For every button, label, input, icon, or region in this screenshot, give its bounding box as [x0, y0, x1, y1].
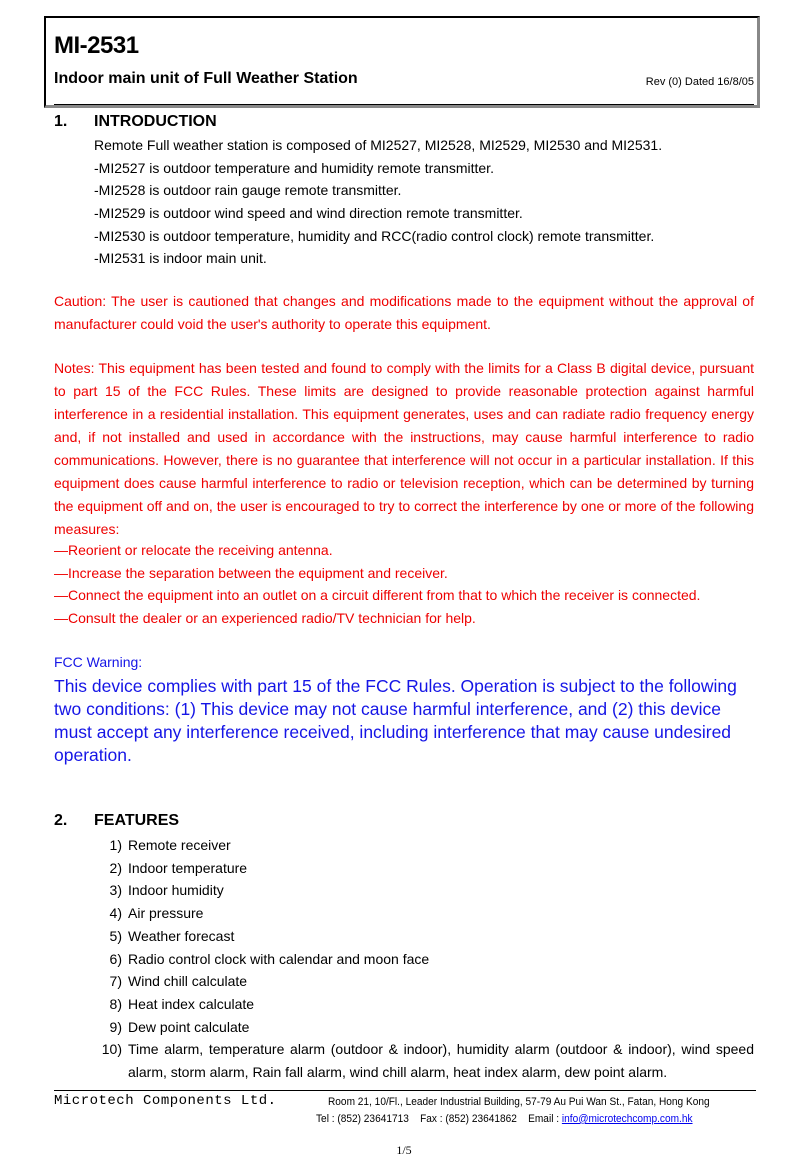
item-text: Wind chill calculate	[128, 973, 248, 990]
tel-number: Tel : (852) 23641713	[316, 1113, 409, 1125]
page-number: 1/5	[396, 1143, 412, 1157]
item-number: 10)	[101, 1041, 122, 1058]
section-title: INTRODUCTION	[94, 113, 217, 130]
section-introduction-heading	[54, 113, 217, 131]
measure-item: —Reorient or relocate the receiving antenna.	[54, 542, 333, 558]
intro-line: -MI2527 is outdoor temperature and humidity remote transmitter.	[94, 160, 494, 176]
header-frame	[44, 16, 760, 108]
item-text: Indoor temperature	[128, 859, 248, 876]
intro-line: -MI2531 is indoor main unit.	[94, 250, 267, 266]
intro-line: -MI2528 is outdoor rain gauge remote transmitter.	[94, 182, 402, 198]
item-text: Air pressure	[128, 905, 204, 922]
item-text: Indoor humidity	[128, 882, 224, 899]
email-link[interactable]: info@microtechcomp.com.hk	[561, 1113, 693, 1125]
list-item	[94, 1016, 754, 1039]
item-text: Time alarm, temperature alarm (outdoor & indoor), humidity alarm (outdoor & indoor), wind speed alarm, storm alarm, Rain fall alarm, wind chill alarm, heat index alarm, dew point alarm.	[128, 1041, 754, 1081]
section-title: FEATURES	[94, 812, 180, 829]
features-list	[94, 834, 754, 1084]
intro-line: Remote Full weather station is composed of MI2527, MI2528, MI2529, MI2530 and MI2531.	[94, 137, 663, 153]
list-item	[94, 902, 754, 925]
fcc-notes-paragraph: Notes: This equipment has been tested and found to comply with the limits for a Class B digital device, pursuant to part 15 of the FCC Rules. These limits are designed to provide reasonable protection against harmful interference in a residential installation. This equipment generates, uses and can radiate radio frequency energy and, if not installed and used in accordance with the instructions, may cause harmful interference to radio communications. However, there is no guarantee that interference will not occur in a particular installation. If this equipment does cause harmful interference to radio or television reception, which can be determined by turning the equipment off and on, the user is encouraged to try to correct the interference by one or more of the following measures:	[54, 360, 754, 537]
item-text: Remote receiver	[128, 837, 231, 853]
contact-line	[316, 1113, 693, 1125]
document-subtitle: Indoor main unit of Full Weather Station	[54, 70, 358, 87]
list-item	[94, 970, 754, 993]
company-address: Room 21, 10/Fl., Leader Industrial Building, 57-79 Au Pui Wan St., Fatan, Hong Kong	[328, 1096, 710, 1108]
item-text: Weather forecast	[128, 927, 235, 944]
item-number: 1)	[109, 837, 122, 853]
document-title: MI-2531	[54, 32, 139, 59]
measure-item: —Consult the dealer or an experienced radio/TV technician for help.	[54, 610, 476, 626]
email-label: Email :	[528, 1113, 560, 1125]
company-name: Microtech Components Ltd.	[54, 1093, 277, 1109]
caution-paragraph: Caution: The user is cautioned that changes and modifications made to the equipment without the approval of manufacturer could void the user's authority to operate this equipment.	[54, 293, 754, 332]
fax-number: Fax : (852) 23641862	[420, 1113, 517, 1125]
item-text: Radio control clock with calendar and moon face	[128, 950, 430, 967]
item-number: 9)	[109, 1018, 122, 1035]
list-item	[94, 879, 754, 902]
list-item	[94, 1038, 754, 1083]
item-number: 5)	[109, 927, 122, 944]
list-item	[94, 857, 754, 880]
list-item	[94, 993, 754, 1016]
revision-date: Rev (0) Dated 16/8/05	[645, 76, 754, 88]
intro-line: -MI2529 is outdoor wind speed and wind direction remote transmitter.	[94, 205, 523, 221]
list-item	[94, 834, 754, 857]
intro-line: -MI2530 is outdoor temperature, humidity and RCC(radio control clock) remote transmitter.	[94, 228, 655, 244]
measure-item: —Connect the equipment into an outlet on a circuit different from that to which the receiver is connected.	[54, 587, 701, 603]
section-number: 1.	[54, 113, 68, 130]
item-text: Heat index calculate	[128, 995, 255, 1012]
item-number: 7)	[109, 973, 122, 990]
item-number: 3)	[109, 882, 122, 899]
measure-item: —Increase the separation between the equipment and receiver.	[54, 565, 448, 581]
list-item	[94, 925, 754, 948]
section-number: 2.	[54, 812, 68, 829]
footer-divider	[54, 1090, 756, 1091]
list-item	[94, 948, 754, 971]
section-features-heading	[54, 812, 179, 830]
fcc-warning-body: This device complies with part 15 of the FCC Rules. Operation is subject to the following two conditions: (1) This device may not cause harmful interference, and (2) this device must accept any interference received, including interference that may cause undesired operation.	[54, 676, 737, 765]
item-number: 2)	[109, 859, 122, 876]
header-divider	[54, 104, 754, 105]
fcc-warning-label: FCC Warning:	[54, 654, 143, 670]
item-text: Dew point calculate	[128, 1018, 250, 1035]
item-number: 6)	[109, 950, 122, 967]
item-number: 8)	[109, 995, 122, 1012]
item-number: 4)	[109, 905, 122, 922]
